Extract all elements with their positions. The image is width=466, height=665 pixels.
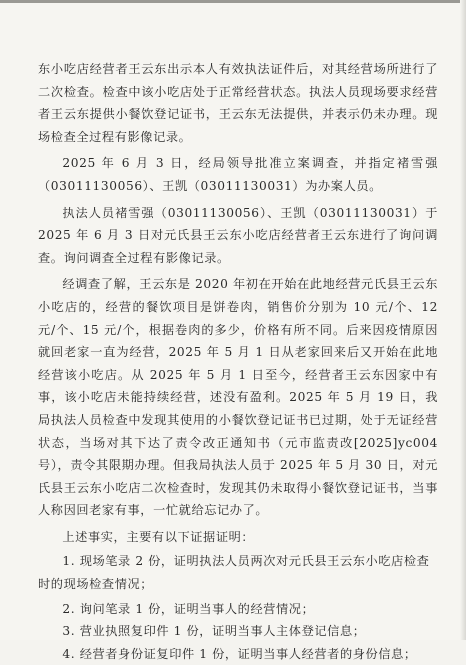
document-body <box>38 58 438 665</box>
paragraph-case-filing: 2025 年 6 月 3 日，经局领导批准立案调查，并指定褚雪强（03011130056）、王凯（03011130031）为办案人员。 <box>38 156 438 193</box>
evidence-item: 3. 营业执照复印件 1 份，证明当事人主体登记信息； <box>62 624 366 639</box>
paragraph-inquiry: 执法人员褚雪强（03011130056）、王凯（03011130031）于 2025 年 6 月 3 日对元氏县王云东小吃店经营者王云东进行了询问调查。询问调查全过程有影像记录。 <box>38 205 438 265</box>
evidence-item: 2. 询问笔录 1 份，证明当事人的经营情况； <box>62 601 315 616</box>
page-top-border <box>0 0 466 3</box>
evidence-item: 1. 现场笔录 2 份，证明执法人员两次对元氏县王云东小吃店检查时的现场检查情况； <box>38 554 430 592</box>
page-right-shadow <box>460 0 466 640</box>
paragraph-inspection-continued: 东小吃店经营者王云东出示本人有效执法证件后，对其经营场所进行了二次检查。检查中该小吃店处于正常经营状态。执法人员现场要求经营者王云东提供小餐饮登记证书，王云东无法提供，并表示仍未办理。现场检查全过程有影像记录。 <box>38 62 438 144</box>
paragraph-evidence-intro: 上述事实，主要有以下证据证明： <box>62 529 255 544</box>
paragraph-investigation-findings: 经调查了解，王云东是 2020 年初在开始在此地经营元氏县王云东小吃店的，经营的餐饮项目是饼卷肉，销售价分别为 10 元/个、12 元/个、15 元/个，根据卷肉的多少，价格有所不同。后来因疫情原因就回老家一直为经营，2025 年 5 月 1 日从老家回来后又开始在此地经营该小吃店。从 2025 年 5 月 1 日至今，经营者王云东因家中有事，该小吃店未能持续经营，述没有盈利。2025 年 5 月 19 日，我局执法人员检查中发现其使用的小餐饮登记证书已过期，处于无证经营状态，当场对其下达了责令改正通知书（元市监责改[2025]yc004 号），责令其限期办理。但我局执法人员于 2025 年 5 月 30 日，对元氏县王云东小吃店二次检查时，发现其仍未取得小餐饮登记证书，当事人称因回老家有事，一忙就给忘记办了。 <box>38 277 438 518</box>
evidence-item: 4. 经营者身份证复印件 1 份，证明当事人经营者的身份信息； <box>62 646 417 661</box>
